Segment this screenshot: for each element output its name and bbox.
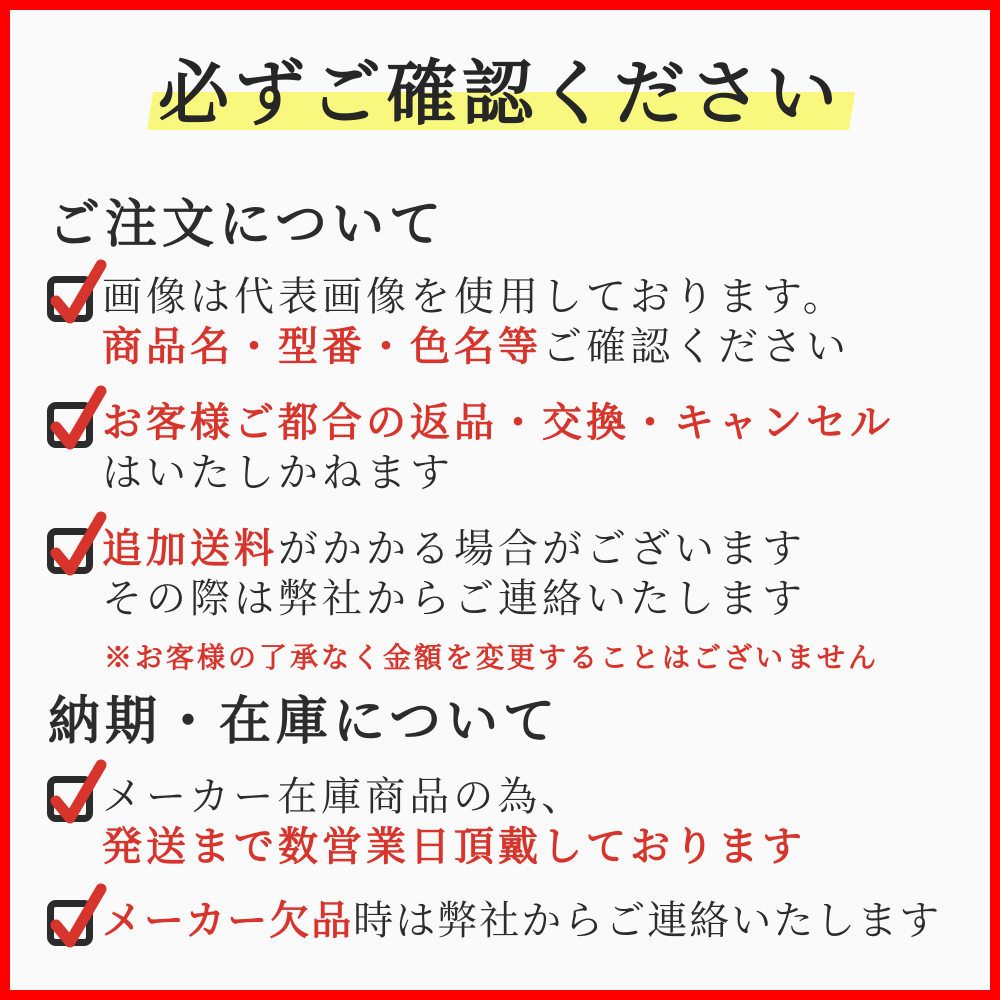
notice-text-segment: その際は弊社からご連絡いたします [102, 576, 806, 621]
checked-checkbox-icon [47, 528, 93, 574]
notice-text-segment-emphasis: メーカー欠品 [102, 898, 354, 943]
notice-line [102, 896, 941, 946]
notice-text-segment-emphasis: 商品名・型番・色名等 [102, 324, 542, 369]
notice-line [102, 398, 894, 448]
notice-item-representative-image [47, 272, 850, 372]
notice-text [102, 772, 806, 872]
notice-line [102, 524, 806, 574]
notice-line [102, 574, 806, 624]
notice-item-maker-shortage [47, 896, 941, 946]
notice-text-segment: メーカー在庫商品の為、 [102, 774, 586, 819]
notice-text [102, 896, 941, 946]
notice-text-segment: 時は弊社からご連絡いたします [353, 898, 942, 943]
notice-item-returns [47, 398, 894, 498]
notice-text-segment: 画像は代表画像を使用しております。 [102, 274, 847, 319]
notice-line [102, 822, 806, 872]
checked-checkbox-icon [47, 276, 93, 322]
note-no-price-change: ※お客様の了承なく金額を変更することはございません [104, 643, 880, 674]
notice-item-extra-shipping [47, 524, 806, 624]
notice-text [102, 272, 850, 372]
title-block [10, 10, 990, 160]
notice-text-segment: はいたしかねます [102, 450, 454, 495]
checked-checkbox-icon [47, 776, 93, 822]
notice-line [102, 448, 894, 498]
page-title: 必ずご確認ください [157, 56, 842, 134]
notice-text [102, 398, 894, 498]
notice-text-segment: ご確認ください [542, 324, 850, 369]
notice-text [102, 524, 806, 624]
notice-text-segment-emphasis: 追加送料 [102, 526, 278, 571]
notice-item-maker-stock [47, 772, 806, 872]
notice-line [102, 322, 850, 372]
notice-text-segment: がかかる場合がございます [278, 526, 806, 571]
checked-checkbox-icon [47, 900, 93, 946]
notice-text-segment-emphasis: 発送まで数営業日頂戴しております [102, 824, 806, 869]
checked-checkbox-icon [47, 402, 93, 448]
notice-text-segment-emphasis: お客様ご都合の返品・交換・キャンセル [102, 400, 894, 445]
section-heading-stock: 納期・在庫について [48, 694, 560, 751]
section-heading-orders: ご注文について [48, 197, 446, 254]
notice-line [102, 772, 806, 822]
notice-line [102, 272, 850, 322]
